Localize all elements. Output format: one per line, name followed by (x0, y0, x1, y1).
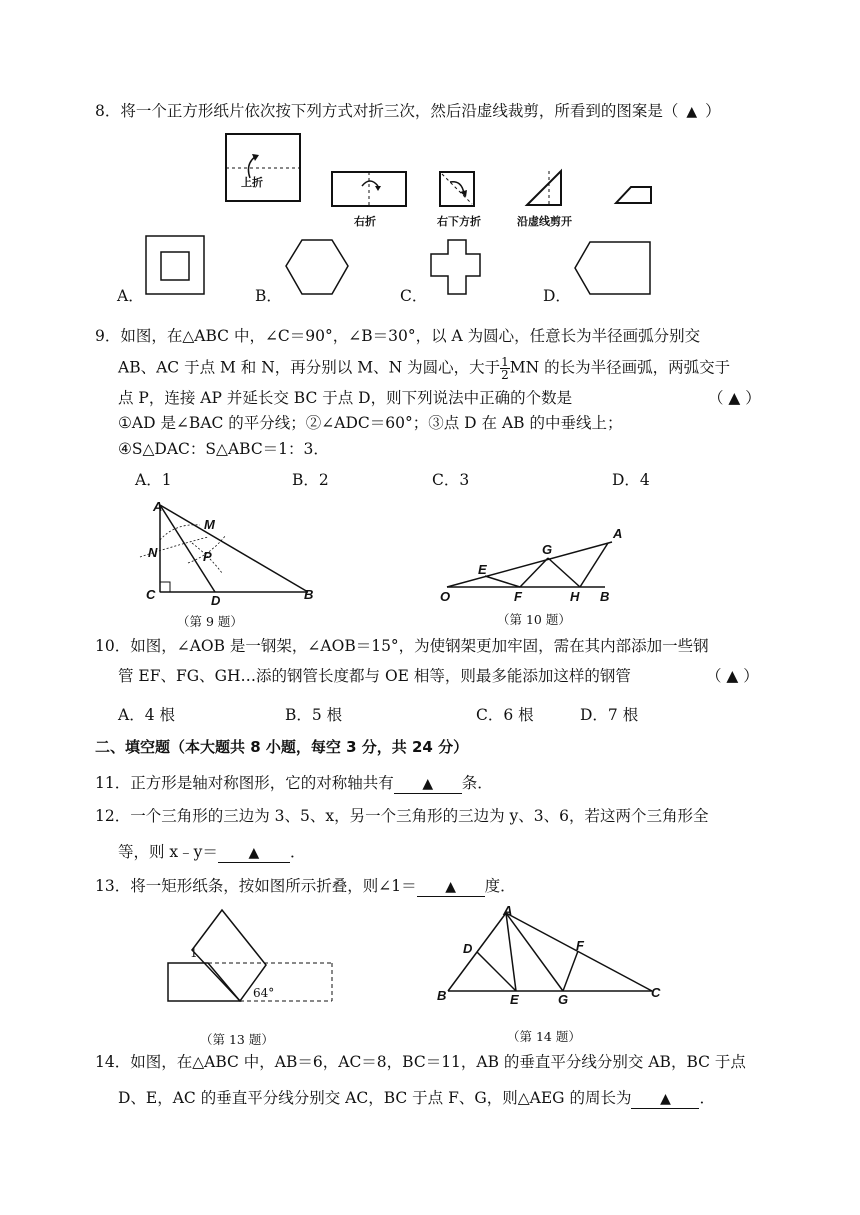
option-a[interactable]: A．4 根 (118, 706, 175, 724)
q9-line5: ④S△DAC：S△ABC＝1：3． (118, 440, 329, 458)
option-a[interactable]: A． (117, 287, 144, 305)
point-label: F (514, 589, 522, 604)
point-label: H (570, 589, 580, 604)
q9-line2: AB、AC 于点 M 和 N，再分别以 M、N 为圆心，大于 $\frac{1}{2}$ MN 的长为半径画弧，两弧交于 (118, 355, 731, 382)
point-label: B (437, 988, 447, 1003)
answer-mark: （ ▲ ） (706, 667, 759, 685)
q14-line2: D、E，AC 的垂直平分线分别交 AC，BC 于点 F、G，则△AEG 的周长为 ▲ ． (118, 1089, 715, 1107)
answer-mark: ▲ (686, 104, 698, 120)
point-label: G (558, 992, 569, 1007)
q8-stem: 8．将一个正方形纸片依次按下列方式对折三次，然后沿虚线裁剪，所看到的图案是（ ▲ ） (95, 102, 721, 120)
figure-caption: （第 9 题） (177, 614, 243, 629)
q13-folded-strip-figure (160, 905, 340, 1010)
q12-line2: 等，则 x﹣y＝ ▲ ． (118, 843, 306, 861)
fraction: $\frac{1}{2}$ (501, 355, 509, 382)
point-label: G (542, 542, 553, 557)
q11: 11．正方形是轴对称图形，它的对称轴共有 ▲ 条． (95, 774, 493, 792)
answer-mark: （ ▲ ） (708, 389, 761, 407)
option-c[interactable]: C．6 根 (476, 706, 534, 724)
q10-steel-frame-figure (440, 525, 640, 595)
point-label: A (503, 903, 513, 918)
point-label: C (651, 985, 661, 1000)
point-label: C (146, 587, 156, 602)
point-label: B (600, 589, 610, 604)
step-label: 上折 (241, 176, 263, 189)
point-label: E (478, 562, 487, 577)
point-label: B (304, 587, 314, 602)
q10-line1: 10．如图，∠AOB 是一钢架，∠AOB＝15°，为使钢架更加牢固，需在其内部添加一些钢 (95, 637, 709, 655)
answer-blank[interactable]: ▲ (631, 1090, 699, 1109)
q9-line1: 9．如图，在△ABC 中，∠C＝90°，∠B＝30°，以 A 为圆心，任意长为半径画弧分别交 (95, 327, 701, 345)
option-d[interactable]: D．7 根 (580, 706, 639, 724)
point-label: F (576, 938, 584, 953)
answer-blank[interactable]: ▲ (417, 878, 485, 897)
answer-blank[interactable]: ▲ (218, 844, 290, 863)
q14-line1: 14．如图，在△ABC 中，AB＝6，AC＝8，BC＝11，AB 的垂直平分线分别交 AB，BC 于点 (95, 1053, 746, 1071)
figure-caption: （第 10 题） (497, 612, 571, 627)
angle-label: 1 (190, 946, 198, 960)
figure-caption: （第 14 题） (507, 1029, 581, 1044)
option-d[interactable]: D． (543, 287, 571, 305)
figure-caption: （第 13 题） (200, 1032, 274, 1047)
q8-folding-figure (0, 0, 860, 310)
q9-line4: ①AD 是∠BAC 的平分线；②∠ADC＝60°；③点 D 在 AB 的中垂线上； (118, 414, 623, 432)
answer-blank[interactable]: ▲ (394, 775, 462, 794)
q12-line1: 12．一个三角形的三边为 3、5、x，另一个三角形的三边为 y、3、6，若这两个三角形全 (95, 807, 709, 825)
point-label: D (211, 593, 221, 608)
option-b[interactable]: B．2 (292, 471, 329, 489)
option-c[interactable]: C．3 (432, 471, 470, 489)
section-title: 二、填空题（本大题共 8 小题，每空 3 分，共 24 分） (95, 738, 469, 756)
option-b[interactable]: B．5 根 (285, 706, 343, 724)
option-d[interactable]: D．4 (612, 471, 650, 489)
point-label: O (440, 589, 451, 604)
q10-line2: 管 EF、FG、GH…添的钢管长度都与 OE 相等，则最多能添加这样的钢管 (118, 667, 631, 685)
point-label: D (463, 941, 473, 956)
step-label: 沿虚线剪开 (517, 215, 572, 228)
point-label: E (510, 992, 519, 1007)
point-label: P (203, 549, 212, 564)
option-b[interactable]: B． (255, 287, 282, 305)
q9-line3: 点 P，连接 AP 并延长交 BC 于点 D，则下列说法中正确的个数是 (118, 389, 573, 407)
point-label: A (153, 499, 163, 514)
point-label: A (613, 526, 623, 541)
point-label: N (148, 545, 158, 560)
step-label: 右下方折 (437, 215, 481, 228)
point-label: M (204, 517, 215, 532)
step-label: 右折 (354, 215, 376, 228)
option-c[interactable]: C． (400, 287, 428, 305)
q13: 13．将一矩形纸条，按如图所示折叠，则∠1＝ ▲ 度． (95, 877, 516, 895)
option-a[interactable]: A．1 (135, 471, 172, 489)
angle-label: 64° (253, 986, 275, 1000)
